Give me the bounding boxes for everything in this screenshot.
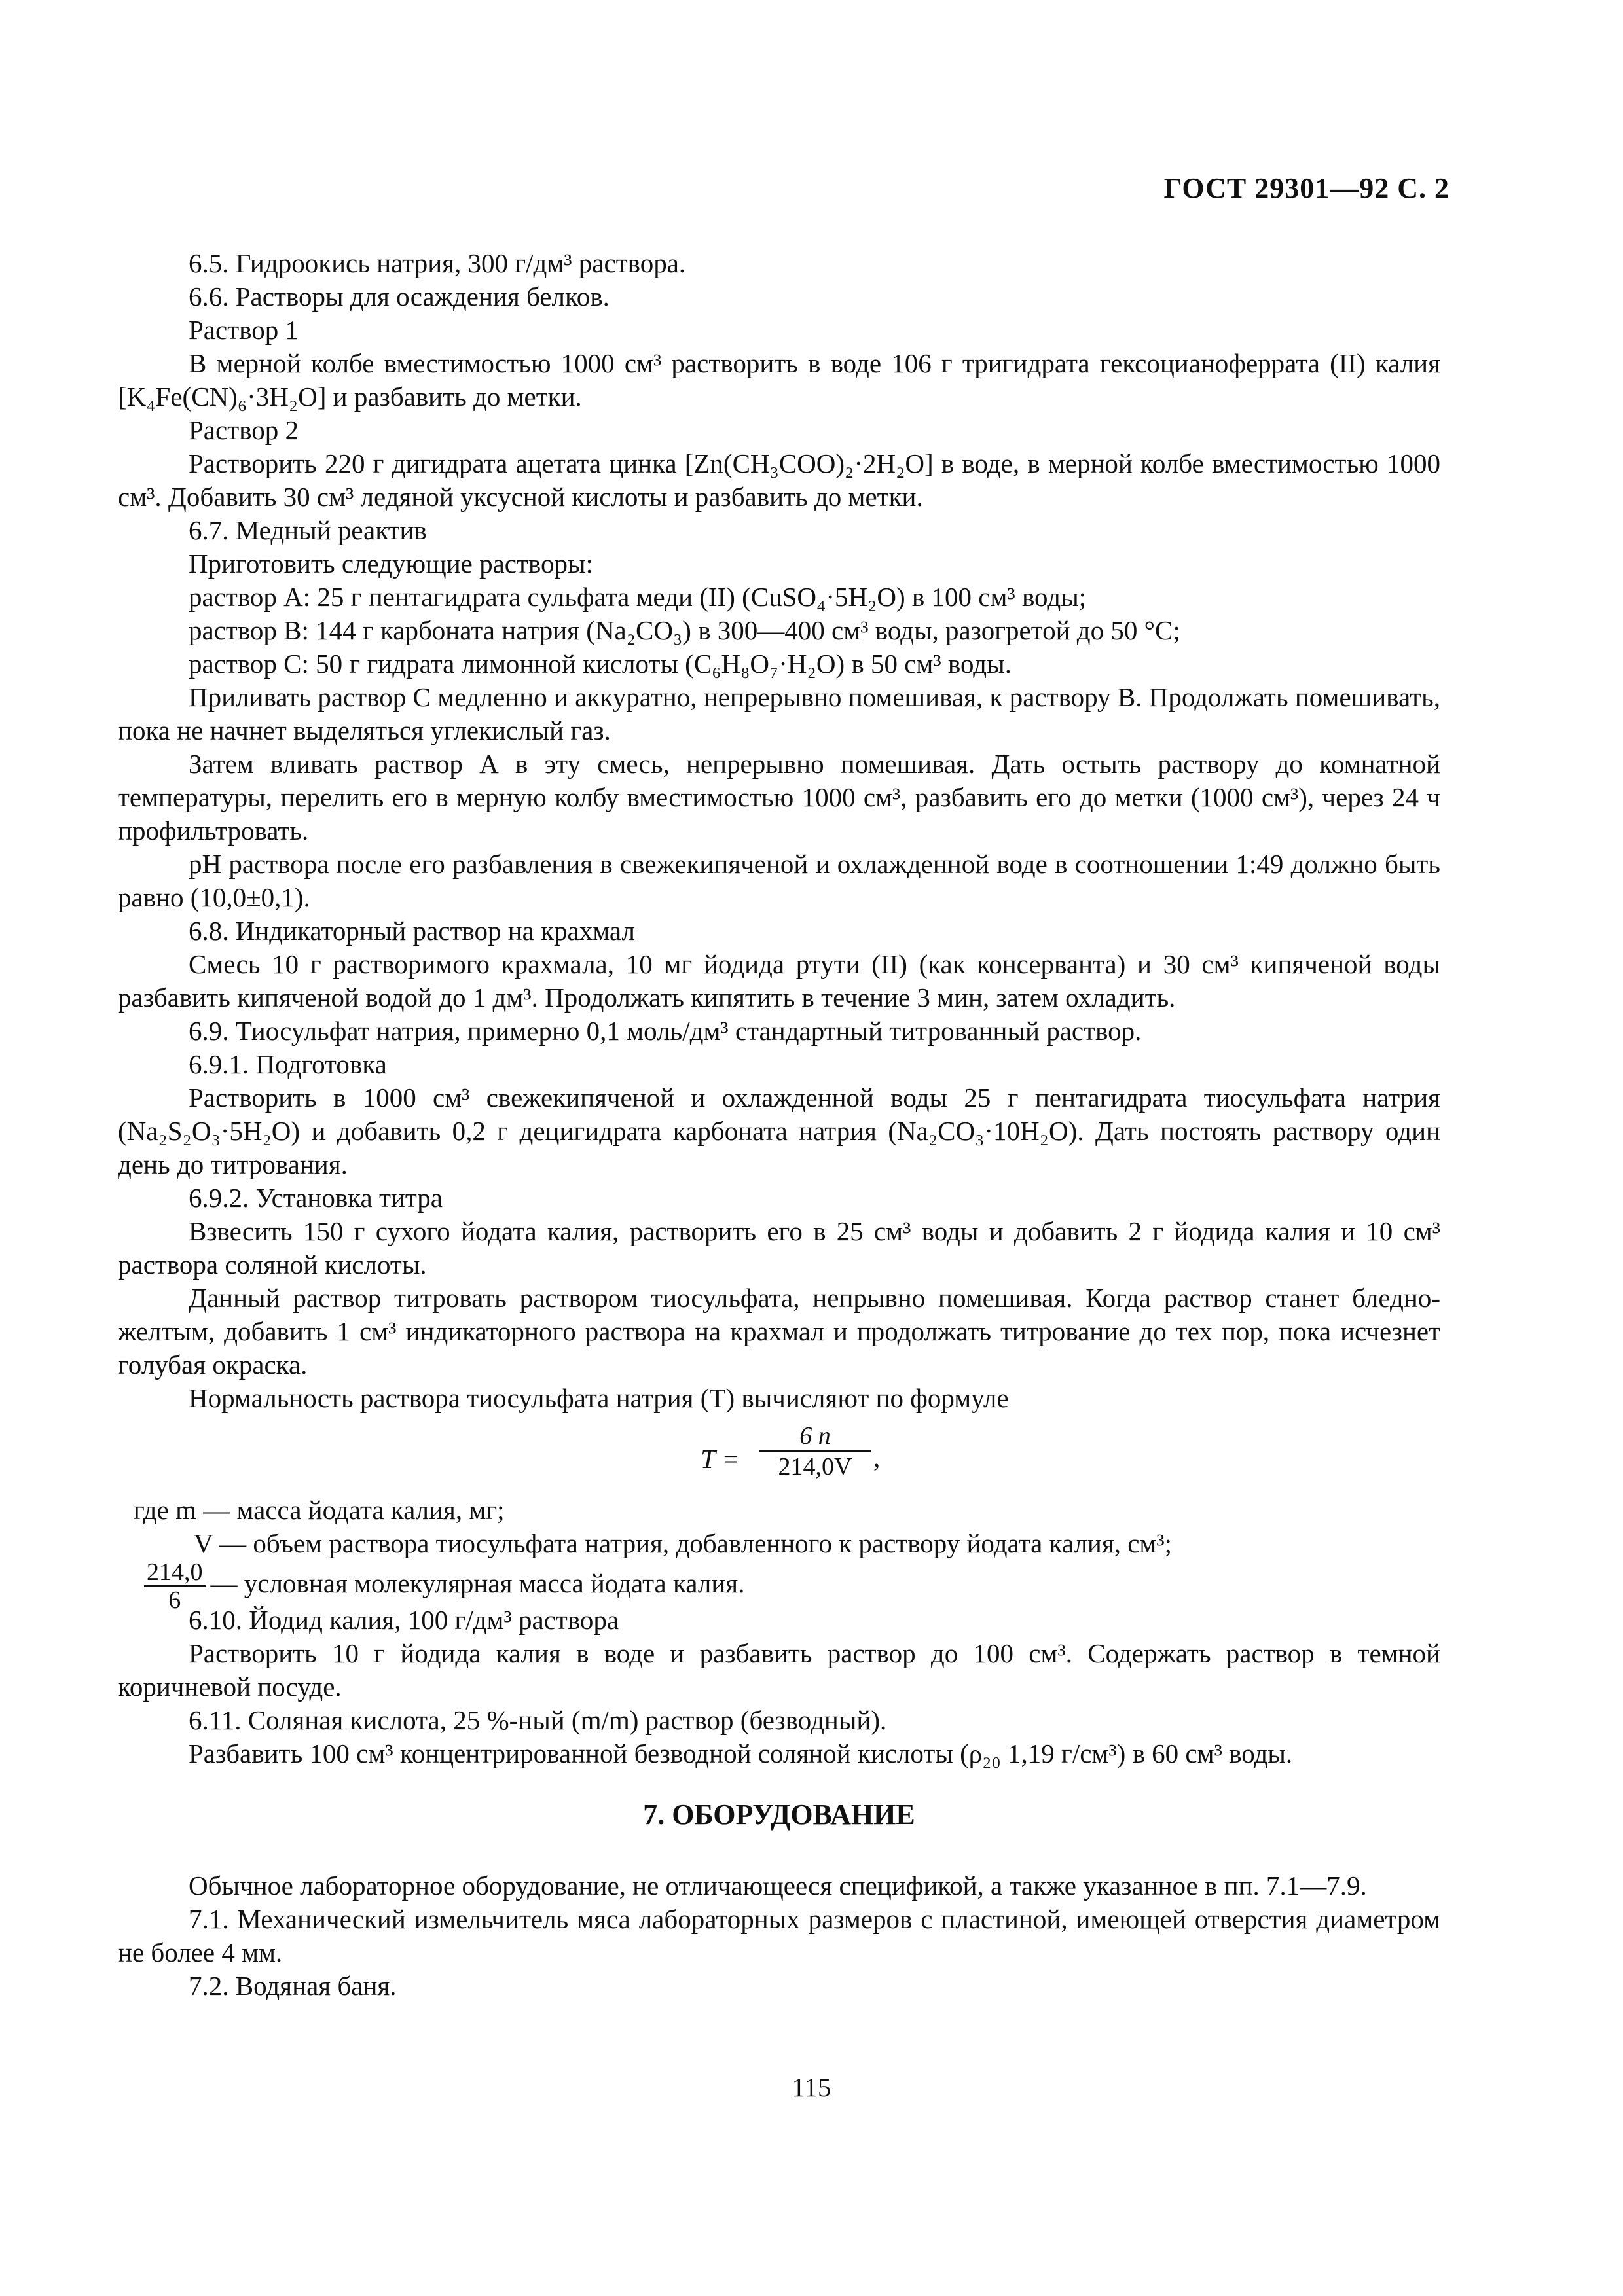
formula-lhs: T = [701,1444,740,1474]
para-6-7-solution-c: раствор С: 50 г гидрата лимонной кислоты (C₆H₈O₇·H₂O) в 50 см³ воды. [189,649,1012,679]
para-6-9-2-formula-intro: Нормальность раствора тиосульфата натрия (T) вычисляют по формуле [189,1383,1009,1413]
para-solution-2-title: Раствор 2 [189,415,299,445]
formula-numerator: 6 n [759,1422,871,1452]
para-6-9-1-text: Растворить в 1000 см³ свежекипяченой и охлажденной воды 25 г пентагидрата тиосульфата натрия (Na₂S₂O₃·5H₂O) и добавить 0,2 г децигидрата карбоната натрия (Na₂CO₃·10H₂O). Дать постоять раствору один день до титрования. [118,1083,1440,1179]
def-m: где m — масса йодата калия, мг; [134,1495,505,1525]
document-body [118,247,1440,2003]
para-7-1: 7.1. Механический измельчитель мяса лабораторных размеров с пластиной, имеющей отверстия диаметром не более 4 мм. [118,1904,1440,1967]
section-7-title: 7. ОБОРУДОВАНИЕ [643,1799,915,1831]
para-7-intro: Обычное лабораторное оборудование, не отличающееся спецификой, а также указанное в пп. 7.1—7.9. [189,1871,1367,1901]
para-6-11: 6.11. Соляная кислота, 25 %-ный (m/m) раствор (безводный). [189,1705,887,1735]
para-6-9-1: 6.9.1. Подготовка [189,1049,387,1079]
formula-fraction [759,1422,871,1481]
def-fraction-den: 6 [168,1587,181,1614]
para-6-7: 6.7. Медный реактив [189,515,427,545]
para-solution-2: Растворить 220 г дигидрата ацетата цинка [Zn(CH₃COO)₂·2H₂O] в воде, в мерной колбе вместимостью 1000 см³. Добавить 30 см³ ледяной уксусной кислоты и разбавить до метки. [118,448,1440,512]
para-6-7-ph: рН раствора после его разбавления в свежекипяченой и охлажденной воде в соотношении 1:49 должно быть равно (10,0±0,1). [118,849,1440,912]
def-v: V — объем раствора тиосульфата натрия, добавленного к раствору йодата калия, см³; [194,1528,1173,1558]
formula-denominator: 214,0V [778,1453,852,1480]
para-6-8: 6.8. Индикаторный раствор на крахмал [189,916,635,946]
para-6-9-2: 6.9.2. Установка титра [189,1183,443,1213]
para-6-11-text: Разбавить 100 см³ концентрированной безводной соляной кислоты (ρ₂₀ 1,19 г/см³) в 60 см³ воды. [189,1738,1293,1768]
def-fraction-text: — условная молекулярная масса йодата калия. [210,1568,745,1598]
para-solution-1: В мерной колбе вместимостью 1000 см³ растворить в воде 106 г тригидрата гексоцианоферрата (II) калия [K₄Fe(CN)₆·3H₂O] и разбавить до метки. [118,348,1440,412]
para-6-10: 6.10. Йодид калия, 100 г/дм³ раствора [189,1605,619,1635]
para-6-9-2-text-1: Взвесить 150 г сухого йодата калия, растворить его в 25 см³ воды и добавить 2 г йодида калия и 10 см³ раствора соляной кислоты. [118,1216,1440,1280]
normality-formula [118,1415,1440,1494]
standard-code-header: ГОСТ 29301—92 С. 2 [1163,172,1450,204]
def-fraction [144,1559,206,1613]
para-6-10-text: Растворить 10 г йодида калия в воде и разбавить раствор до 100 см³. Содержать раствор в темной коричневой посуде. [118,1638,1440,1702]
para-solution-1-title: Раствор 1 [189,315,299,345]
page-number: 115 [792,2072,831,2102]
para-6-6: 6.6. Растворы для осаждения белков. [189,281,610,312]
para-6-9-2-text-2: Данный раствор титровать раствором тиосульфата, непрывно помешивая. Когда раствор станет бледно-желтым, добавить 1 см³ индикаторного раствора на крахмал и продолжать титрование до тех пор, пока исчезнет голубая окраска. [118,1283,1440,1380]
para-6-5: 6.5. Гидроокись натрия, 300 г/дм³ раствора. [189,248,686,278]
para-6-7-solution-a: раствор А: 25 г пентагидрата сульфата меди (II) (CuSO₄·5H₂O) в 100 см³ воды; [189,582,1087,612]
para-6-8-text: Смесь 10 г растворимого крахмала, 10 мг йодида ртути (II) (как консерванта) и 30 см³ кипяченой воды разбавить кипяченой водой до 1 дм³. Продолжать кипятить в течение 3 мин, затем охладить. [118,949,1440,1013]
para-6-7-solution-b: раствор В: 144 г карбоната натрия (Na₂CO₃) в 300—400 см³ воды, разогретой до 50 °С; [189,615,1180,645]
para-6-9: 6.9. Тиосульфат натрия, примерно 0,1 моль/дм³ стандартный титрованный раствор. [189,1016,1142,1046]
formula-definitions [118,1494,1440,1614]
para-6-7-mix-2: Затем вливать раствор А в эту смесь, непрерывно помешивая. Дать остыть раствору до комнатной температуры, перелить его в мерную колбу вместимостью 1000 см³, разбавить его до метки (1000 см³), через 24 ч профильтровать. [118,749,1440,846]
para-7-2: 7.2. Водяная баня. [189,1971,397,2001]
para-6-7-mix-1: Приливать раствор С медленно и аккуратно, непрерывно помешивая, к раствору В. Продолжать помешивать, пока не начнет выделяться углекислый газ. [118,682,1440,745]
formula-comma: , [873,1443,881,1473]
def-fraction-num: 214,0 [144,1559,206,1587]
def-fraction-row [144,1559,744,1613]
para-6-7-intro: Приготовить следующие растворы: [189,548,593,579]
